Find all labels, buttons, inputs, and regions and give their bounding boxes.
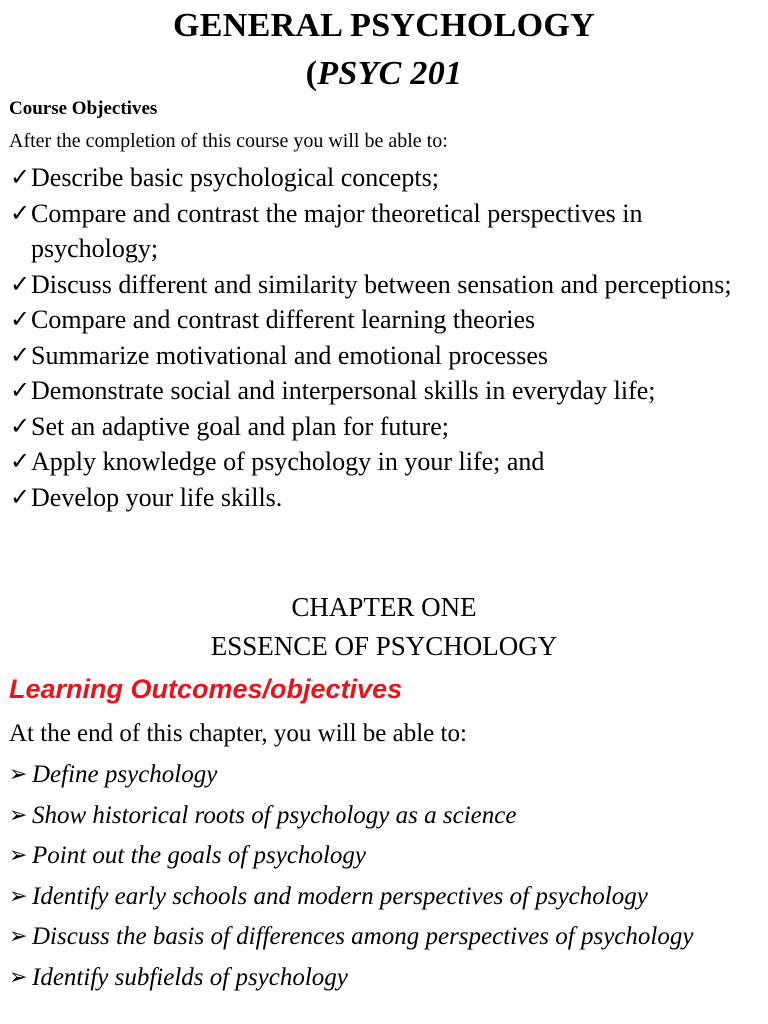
check-mark-icon: ✓ [10,163,31,191]
objective-text: Apply knowledge of psychology in your life; and [31,447,545,476]
outcome-item [0,880,768,914]
check-mark-icon: ✓ [10,411,31,440]
arrow-bullet-icon: ➢ [9,762,28,787]
arrow-bullet-icon: ➢ [9,843,28,868]
course-code-text: PSYC 201 [317,55,463,92]
chapter-number: CHAPTER ONE [291,592,477,622]
arrow-bullet-icon: ➢ [9,883,28,909]
check-mark-icon: ✓ [10,305,31,333]
check-mark-icon: ✓ [10,198,31,227]
outcome-text: Identify subfields of psychology [32,963,348,991]
course-objectives-heading: Course Objectives [9,98,158,119]
outcome-item [0,961,768,995]
outcome-item [0,758,768,792]
outcome-item [0,920,768,954]
course-objectives-list [0,160,768,515]
objective-text: Set an adaptive goal and plan for future; [31,411,450,441]
objective-text: Demonstrate social and interpersonal skills in everyday life; [31,376,656,405]
objective-item [0,160,768,196]
learning-outcomes-list [0,758,768,1001]
outcome-text: Identify early schools and modern perspectives of psychology [32,882,648,910]
objective-text: Describe basic psychological concepts; [31,163,439,192]
objective-item [0,302,768,338]
outcome-text: Discuss the basis of differences among perspectives of psychology [32,923,694,950]
objective-text: Compare and contrast different learning theories [31,305,536,334]
objective-text: Discuss different and similarity between sensation and perceptions; [31,269,732,299]
course-objectives-intro: After the completion of this course you will be able to: [9,130,448,152]
objective-item [0,409,768,445]
objective-item [0,373,768,409]
check-mark-icon: ✓ [10,340,31,369]
outcome-item [0,799,768,833]
learning-outcomes-intro: At the end of this chapter, you will be able to: [9,720,467,747]
course-code-paren: ( [305,55,318,92]
course-code [0,54,768,94]
outcome-text: Show historical roots of psychology as a science [32,801,517,829]
arrow-bullet-icon: ➢ [9,802,28,828]
arrow-bullet-icon: ➢ [9,924,28,949]
objective-text: Compare and contrast the major theoretical perspectives in psychology; [31,198,643,263]
objective-item [0,267,768,303]
objective-item [0,444,768,480]
learning-outcomes-heading: Learning Outcomes/objectives [9,674,403,704]
arrow-bullet-icon: ➢ [9,964,28,990]
document-title: GENERAL PSYCHOLOGY [173,7,595,44]
chapter-title: ESSENCE OF PSYCHOLOGY [210,631,558,661]
objective-item [0,338,768,374]
outcome-text: Define psychology [32,761,218,788]
check-mark-icon: ✓ [10,269,31,298]
check-mark-icon: ✓ [10,376,31,404]
objective-text: Summarize motivational and emotional processes [31,340,548,370]
objective-item [0,480,768,516]
objective-text: Develop your life skills. [31,482,283,512]
outcome-text: Point out the goals of psychology [32,842,366,869]
check-mark-icon: ✓ [10,447,31,475]
check-mark-icon: ✓ [10,482,31,511]
objective-item [0,196,768,267]
outcome-item [0,839,768,873]
